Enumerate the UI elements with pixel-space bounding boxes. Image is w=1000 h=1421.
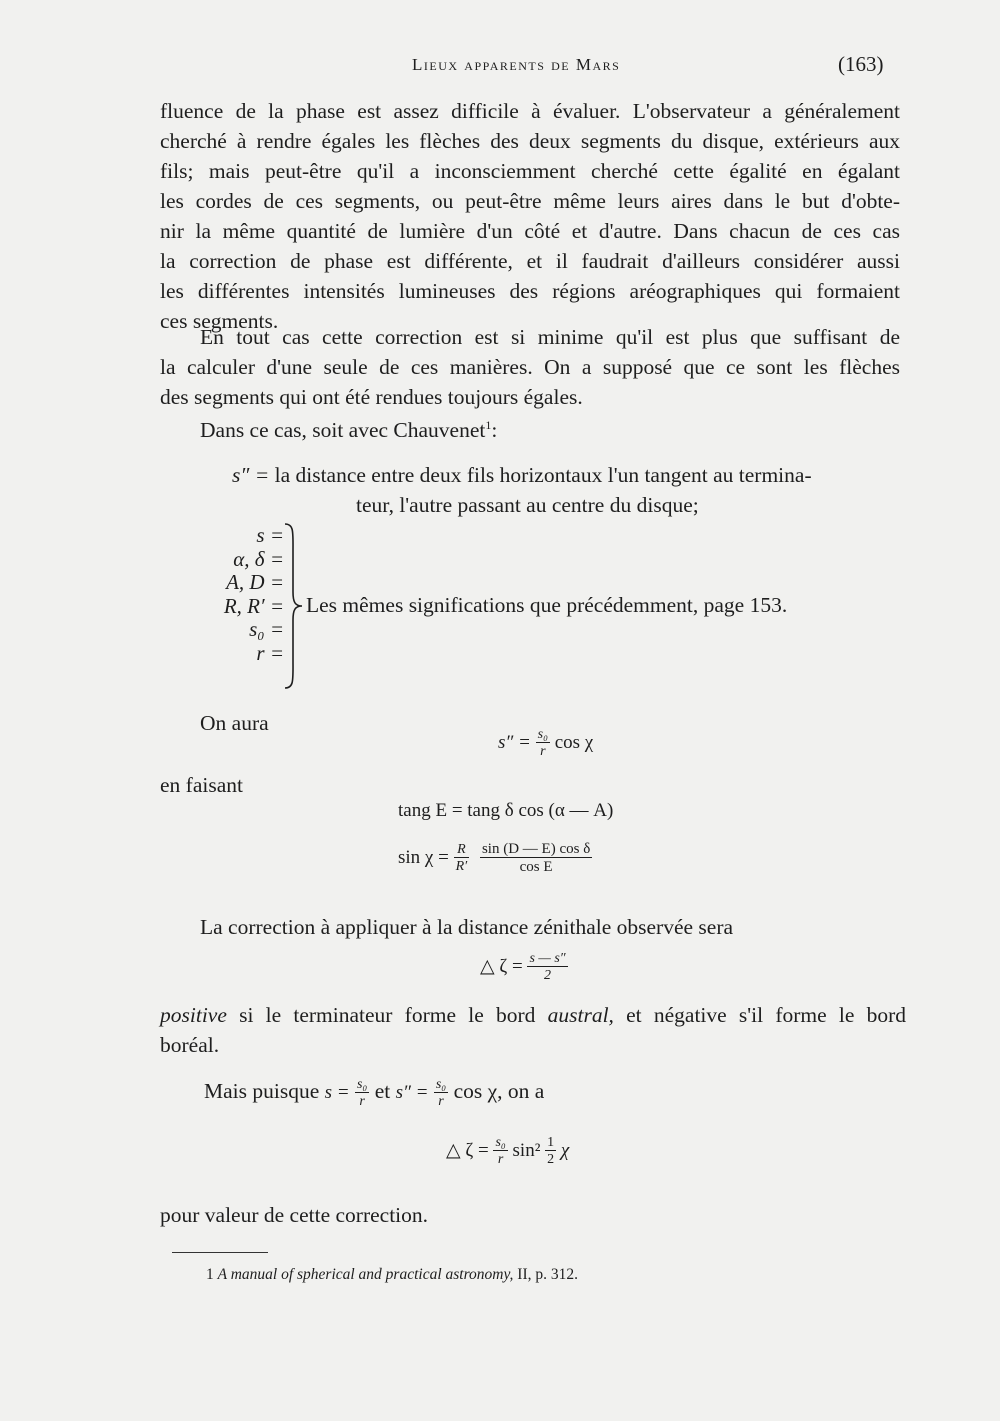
symbol-A-D: A, D =: [226, 570, 284, 594]
symbol-R-Rprime: R, R′ =: [223, 593, 284, 618]
sign-rule: positive si le terminateur forme le bord austral, et négative s'il forme le bord boréal.: [160, 1000, 906, 1060]
text-line: la correction de phase est différente, et il faudrait d'ailleurs considérer aussi: [160, 249, 900, 273]
paragraph-1: [160, 96, 900, 336]
equation-3: sin χ = $\frac{R}{R'}$ $\frac{\text{sin (D — E) cos δ}}{\text{cos E}}$: [398, 841, 591, 875]
text-line: ces segments.: [160, 309, 279, 333]
fraction: $\frac{s — s''}{2}$: [529, 951, 566, 983]
text-line: boréal.: [160, 1033, 220, 1057]
footnote-mark: 1: [485, 418, 492, 432]
correction-text: La correction à appliquer à la distance zénithale observée sera: [200, 915, 734, 939]
fraction: $\frac{\text{s₀}}{r}$: [435, 1076, 447, 1109]
text-line: cherché à rendre égales les flèches des deux segments du disque, extérieurs aux: [160, 129, 900, 153]
footnote-title: A manual of spherical and practical astronomy,: [217, 1266, 514, 1283]
equation-4: △ ζ = $\frac{s — s''}{2}$: [480, 951, 566, 983]
definition-s-double-prime: s″ = la distance entre deux fils horizontaux l'un tangent au termina-: [232, 463, 812, 487]
page-number: (163): [838, 52, 884, 76]
text-line: la calculer d'une seule de ces manières. On a supposé que ce sont les flèches: [160, 355, 900, 379]
text-line: les cordes de ces segments, ou peut-être même leurs aires dans le but d'obte-: [160, 189, 900, 213]
symbol-s0: s₀ =: [249, 617, 284, 641]
equation-1: s″ = $\frac{\text{s₀}}{r}$ cos χ: [498, 727, 594, 759]
fraction: $\frac{\text{s₀}}{r}$: [356, 1076, 368, 1109]
equation-2: tang E = tang δ cos (α — A): [398, 800, 614, 821]
text-line: fils; mais peut-être qu'il a inconsciemment cherché cette égalité en égalant: [160, 159, 900, 183]
curly-brace: [282, 522, 304, 690]
fraction: $\frac{R}{R'}$: [455, 842, 468, 874]
footnote: 1 A manual of spherical and practical astronomy, II, p. 312.: [206, 1266, 578, 1283]
symbol-s-double-prime: s″ =: [232, 463, 270, 487]
footnote-rule: [172, 1252, 268, 1253]
symbol-list: [180, 524, 284, 665]
footnote-number: 1: [206, 1266, 214, 1283]
running-head: Lieux apparents de Mars: [412, 55, 621, 74]
symbols-meaning: Les mêmes significations que précédemment, page 153.: [306, 593, 788, 617]
on-aura: On aura: [200, 711, 269, 735]
word-austral: austral,: [547, 1003, 614, 1027]
fraction: $\frac{1}{2}$: [547, 1135, 555, 1167]
equation-5: △ ζ = $\frac{\text{s₀}}{r}$ sin² $\frac{1}{2}$ χ: [446, 1135, 570, 1167]
text-line: les différentes intensités lumineuses des régions aréographiques qui formaient: [160, 279, 900, 303]
closing-line: pour valeur de cette correction.: [160, 1203, 429, 1227]
text-line: fluence de la phase est assez difficile à évaluer. L'observateur a généralement: [160, 99, 900, 123]
symbol-r: r =: [256, 640, 284, 665]
symbol-s: s =: [256, 523, 284, 547]
text-line: des segments qui ont été rendues toujours égales.: [160, 385, 583, 409]
text-line: En tout cas cette correction est si minime qu'il est plus que suffisant de: [200, 325, 900, 349]
en-faisant: en faisant: [160, 773, 243, 797]
word-positive: positive: [160, 1003, 227, 1027]
fraction: $\frac{\text{s₀}}{r}$: [495, 1135, 506, 1167]
fraction: $\frac{\text{s₀}}{r}$: [537, 727, 548, 759]
definition-continuation: teur, l'autre passant au centre du disque;: [356, 493, 699, 517]
symbol-alpha-delta: α, δ =: [233, 546, 284, 571]
paragraph-2: [160, 322, 900, 412]
chauvenet-line: Dans ce cas, soit avec Chauvenet$^1$:: [200, 418, 498, 443]
fraction: $\frac{\text{sin (D — E) cos δ}}{\text{cos E}}$: [481, 841, 591, 875]
mais-puisque-line: Mais puisque s = $\frac{\text{s₀}}{r}$ et s″ = $\frac{\text{s₀}}{r}$ cos χ, on a: [204, 1076, 545, 1109]
text-line: nir la même quantité de lumière d'un côté et d'autre. Dans chacun de ces cas: [160, 219, 900, 243]
